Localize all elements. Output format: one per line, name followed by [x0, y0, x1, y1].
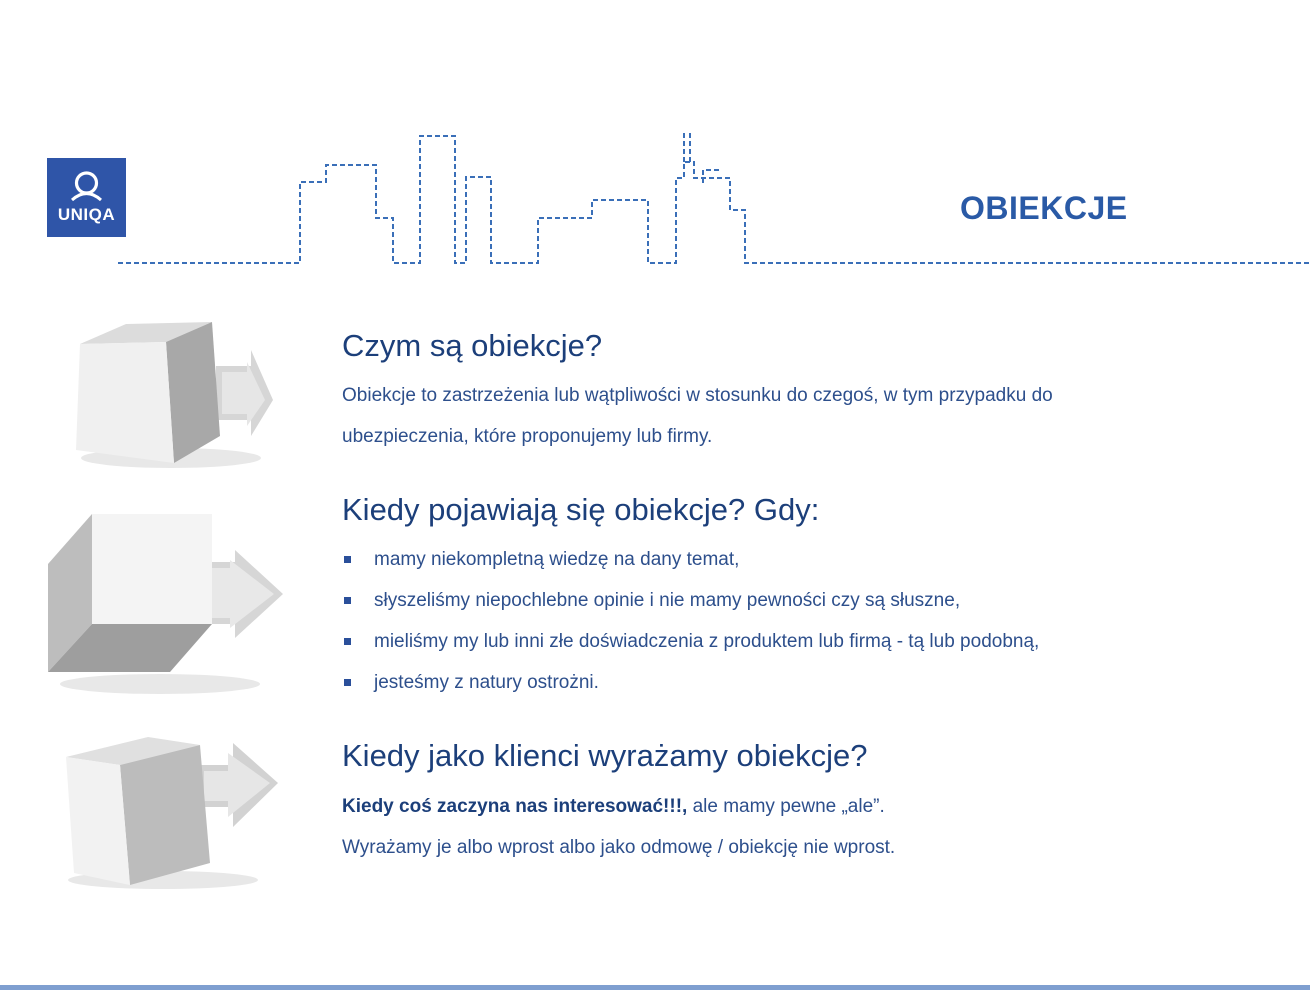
section2-heading: Kiedy pojawiają się obiekcje? Gdy: — [342, 492, 820, 527]
section3-bold-text: Kiedy coś zaczyna nas interesować!!!, — [342, 796, 688, 817]
section3-rest-text: ale mamy pewne „ale”. — [687, 796, 885, 817]
list-item: słyszeliśmy niepochlebne opinie i nie mamy pewności czy są słuszne, — [342, 586, 1039, 627]
section1-line2: ubezpieczenia, które proponujemy lub firmy. — [342, 426, 713, 447]
slide-title: OBIEKCJE — [960, 190, 1128, 226]
list-item: mieliśmy my lub inni złe doświadczenia z produktem lub firmą - tą lub podobną, — [342, 627, 1039, 668]
section3-line1 — [342, 796, 885, 818]
section1-heading: Czym są obiekcje? — [342, 328, 603, 363]
bullet-list — [342, 545, 1039, 709]
list-item: jesteśmy z natury ostrożni. — [342, 668, 1039, 709]
list-item: mamy niekompletną wiedzę na dany temat, — [342, 545, 1039, 586]
section1-line1: Obiekcje to zastrzeżenia lub wątpliwości w stosunku do czegoś, w tym przypadku do — [342, 385, 1053, 406]
bullet-icon — [344, 638, 351, 645]
section3-heading: Kiedy jako klienci wyrażamy obiekcje? — [342, 738, 868, 773]
section3-line2: Wyrażamy je albo wprost albo jako odmowę / obiekcję nie wprost. — [342, 837, 896, 858]
bullet-icon — [344, 597, 351, 604]
cube-arrow-icon — [58, 735, 288, 890]
cube-arrow-icon — [66, 318, 281, 473]
logo-text: UNIQA — [57, 205, 116, 224]
bottom-bar — [0, 985, 1310, 990]
bullet-icon — [344, 556, 351, 563]
cube-arrow-icon — [40, 512, 290, 697]
bullet-icon — [344, 679, 351, 686]
